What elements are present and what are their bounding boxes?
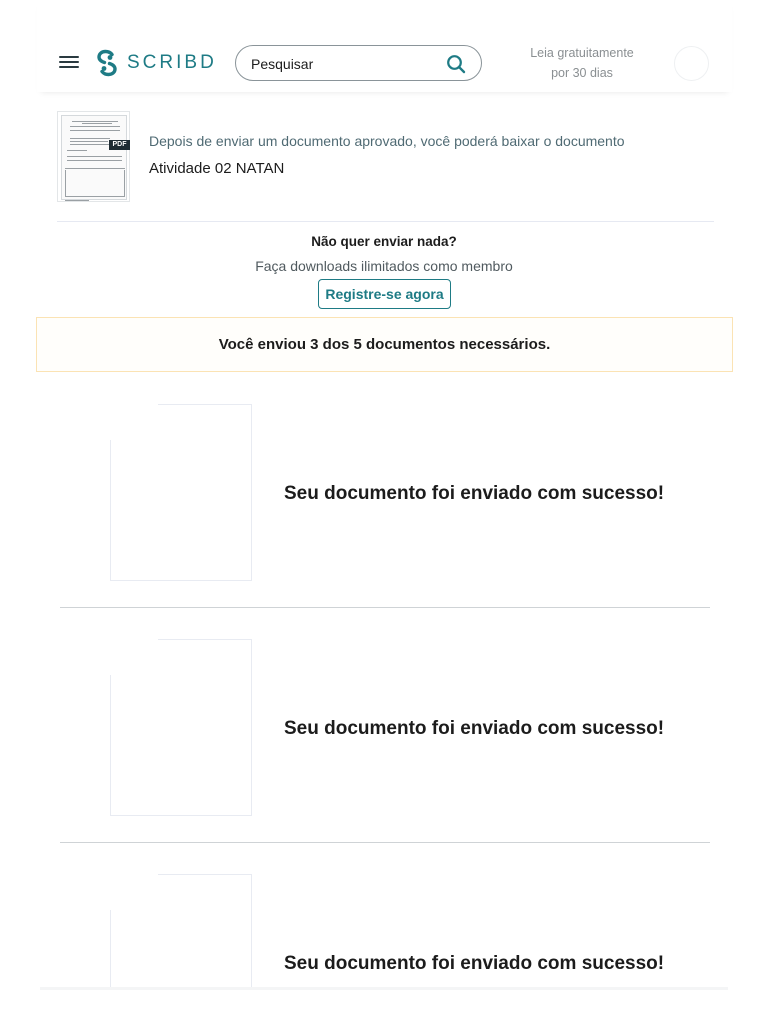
cta-question: Não quer enviar nada? (311, 234, 457, 249)
upload-success-message: Seu documento foi enviado com sucesso! (284, 953, 665, 974)
uploaded-document-thumbnail (110, 874, 252, 990)
cta-subtitle: Faça downloads ilimitados como membro (255, 258, 513, 274)
search-input[interactable] (251, 54, 441, 74)
upload-success-message: Seu documento foi enviado com sucesso! (284, 483, 665, 504)
user-avatar[interactable] (674, 46, 709, 81)
pdf-badge: PDF (109, 140, 130, 150)
document-title[interactable]: Atividade 02 NATAN (149, 160, 285, 177)
slot-divider (60, 842, 710, 843)
slot-divider (60, 607, 710, 608)
menu-icon[interactable] (59, 56, 79, 70)
trial-line-2: por 30 dias (551, 66, 613, 80)
upload-success-message: Seu documento foi enviado com sucesso! (284, 718, 665, 739)
scribd-logo-icon (96, 49, 118, 77)
trial-line-1: Leia gratuitamente (530, 46, 634, 60)
upload-progress-banner: Você enviou 3 dos 5 documentos necessários. (36, 317, 733, 372)
divider (57, 221, 714, 222)
bottom-edge (40, 987, 728, 990)
uploaded-document-thumbnail (110, 639, 252, 816)
document-page-preview (61, 115, 127, 200)
download-note: Depois de enviar um documento aprovado, você poderá baixar o documento (149, 133, 625, 149)
search-icon[interactable] (446, 54, 466, 74)
document-thumbnail[interactable] (57, 111, 130, 202)
scribd-logo[interactable] (96, 49, 217, 77)
top-header (37, 0, 732, 92)
logo-text: SCRIBD (127, 52, 217, 73)
register-button[interactable]: Registre-se agora (318, 279, 451, 309)
uploaded-document-thumbnail (110, 404, 252, 581)
free-trial-link[interactable] (517, 43, 647, 83)
search-bar[interactable] (235, 45, 482, 81)
document-info (149, 131, 625, 179)
